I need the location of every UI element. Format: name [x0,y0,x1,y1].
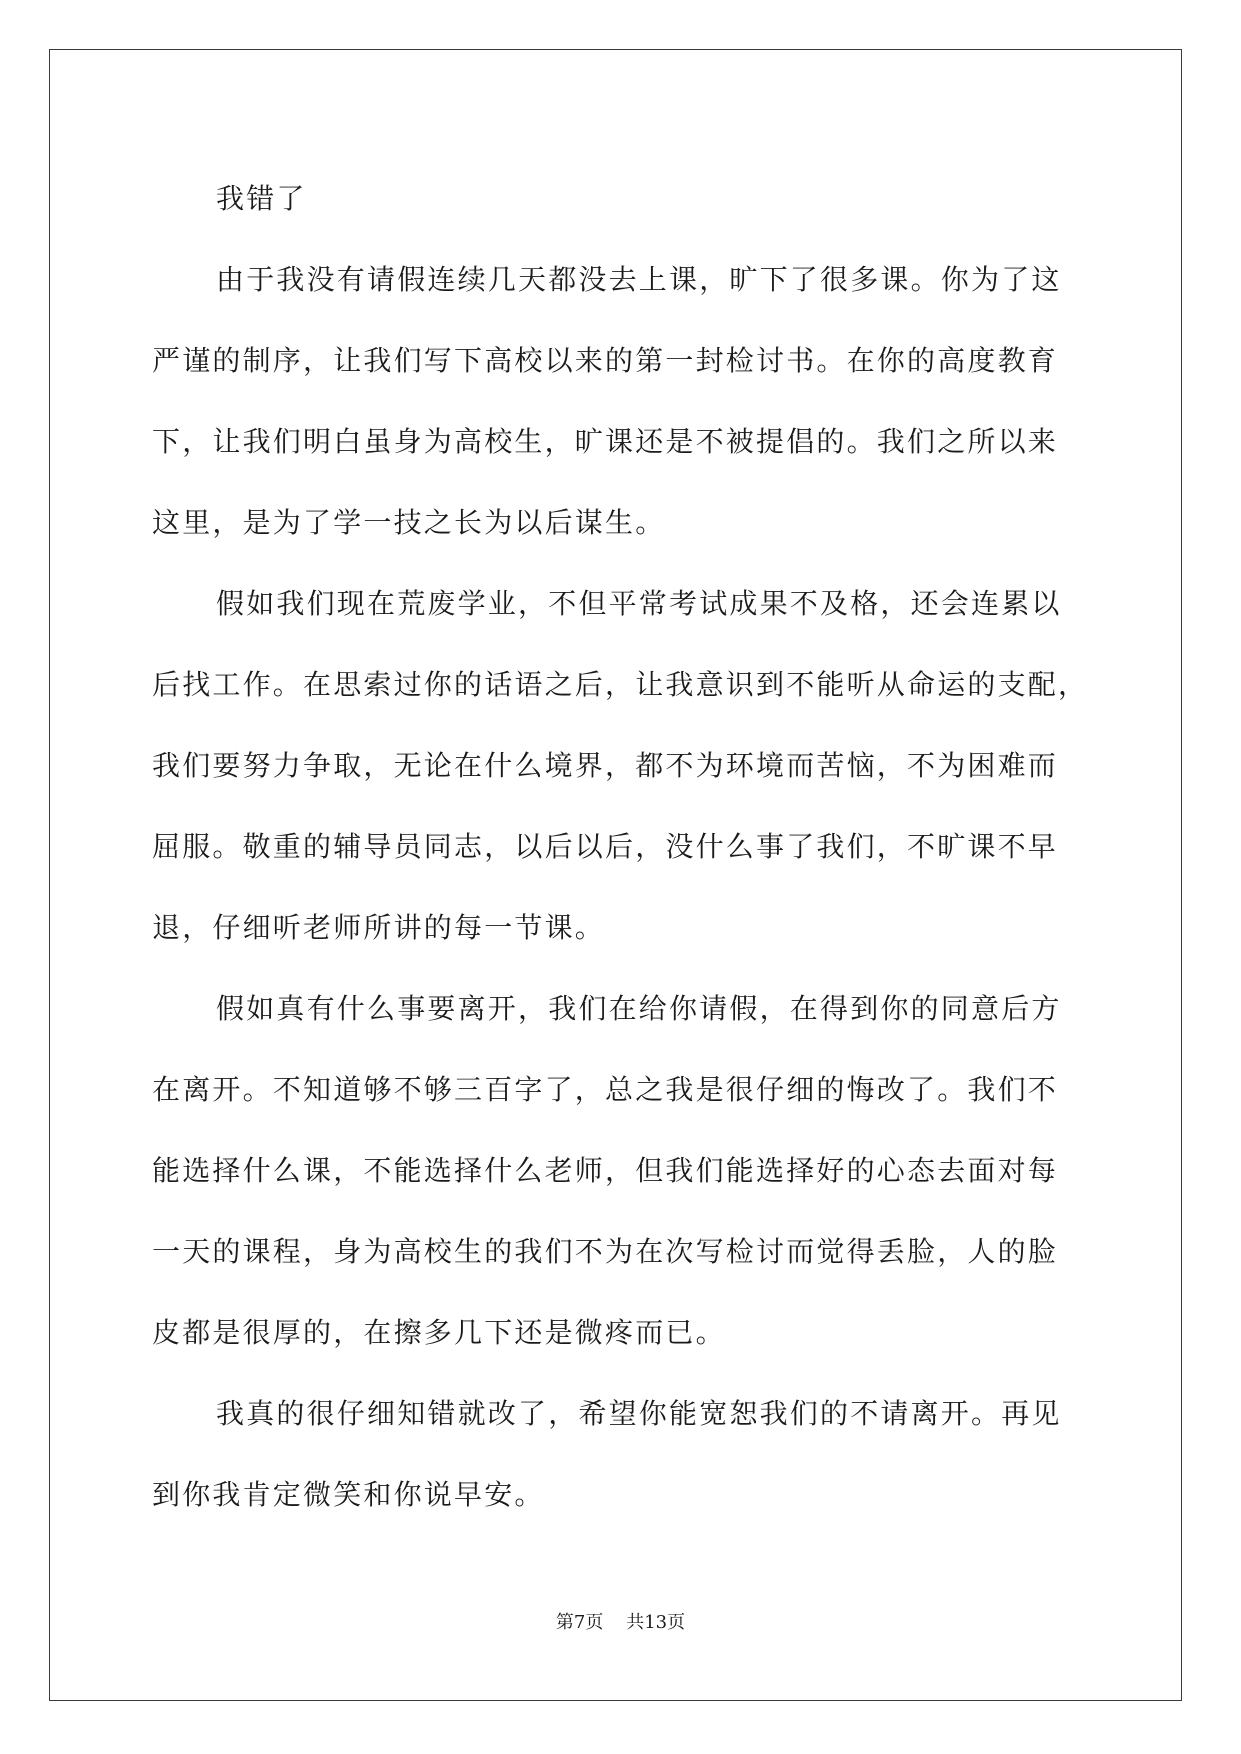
paragraph-line: 屈服。敬重的辅导员同志，以后以后，没什么事了我们，不旷课不早 [152,830,1059,863]
paragraph-line: 我错了 [216,182,307,215]
page-footer [0,1608,1241,1634]
page-total: 共13页 [626,1612,686,1633]
paragraph-line: 退，仔细听老师所讲的每一节课。 [152,911,606,944]
paragraph-line: 假如我们现在荒废学业，不但平常考试成果不及格，还会连累以 [216,587,1062,620]
paragraph-line: 后找工作。在思索过你的话语之后，让我意识到不能听从命运的支配， [152,668,1089,701]
paragraph-line: 由于我没有请假连续几天都没去上课，旷下了很多课。你为了这 [216,263,1062,296]
paragraph-line: 在离开。不知道够不够三百字了，总之我是很仔细的悔改了。我们不 [152,1073,1059,1106]
paragraph-line: 严谨的制序，让我们写下高校以来的第一封检讨书。在你的高度教育 [152,344,1059,377]
paragraph-line: 我真的很仔细知错就改了，希望你能宽恕我们的不请离开。再见 [216,1397,1062,1430]
paragraph-line: 皮都是很厚的，在擦多几下还是微疼而已。 [152,1316,726,1349]
paragraph-line: 假如真有什么事要离开，我们在给你请假，在得到你的同意后方 [216,992,1062,1025]
page-number: 第7页 [555,1612,604,1633]
paragraph-line: 一天的课程，身为高校生的我们不为在次写检讨而觉得丢脸，人的脸 [152,1235,1059,1268]
paragraph-line: 到你我肯定微笑和你说早安。 [152,1478,545,1511]
paragraph-line: 能选择什么课，不能选择什么老师，但我们能选择好的心态去面对每 [152,1154,1059,1187]
paragraph-line: 我们要努力争取，无论在什么境界，都不为环境而苦恼，不为困难而 [152,749,1059,782]
paragraph-line: 这里，是为了学一技之长为以后谋生。 [152,506,666,539]
document-body [152,158,1092,1535]
paragraph-line: 下，让我们明白虽身为高校生，旷课还是不被提倡的。我们之所以来 [152,425,1059,458]
